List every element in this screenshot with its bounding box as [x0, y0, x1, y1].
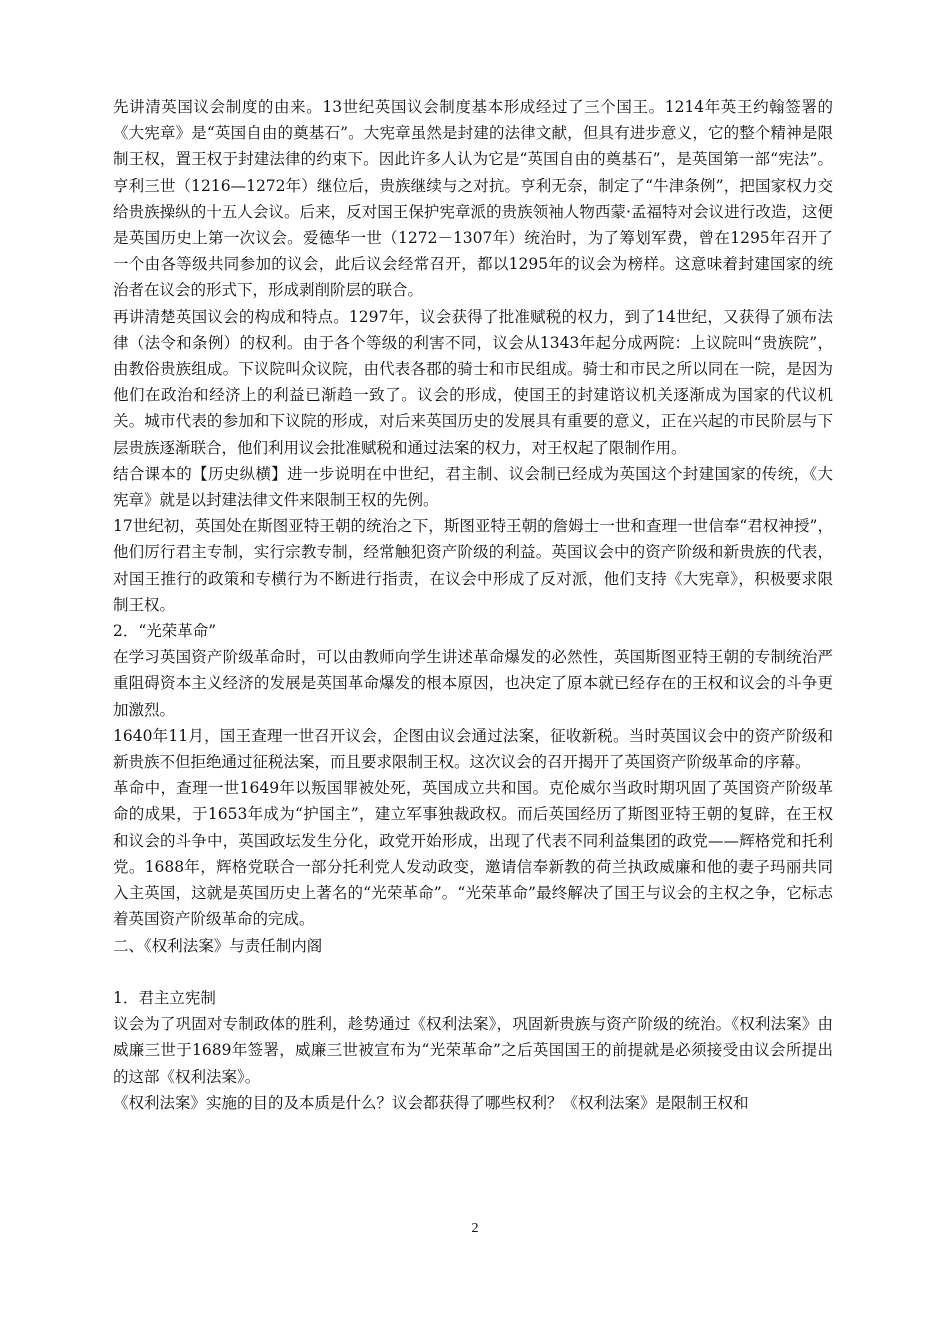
paragraph-bill-questions: 《权利法案》实施的目的及本质是什么？议会都获得了哪些权利？《权利法案》是限制王权和 [113, 1093, 749, 1112]
paragraph-parliament-structure: 再讲清楚英国议会的构成和特点。1297年，议会获得了批准赋税的权力，到了14世纪，又获得了颁布法律（法令和条例）的权利。由于各个等级的利害不同，议会从1343年起分成两院：上议院叫“贵族院”，由教俗贵族组成。下议院叫众议院，由代表各郡的骑士和市民组成。骑士和市民之所以同在一院，是因为他们在政治和经济上的利益已渐趋一致了。议会的形成，使国王的封建谘议机关逐渐成为国家的代议机关。城市代表的参加和下议院的形成，对后来英国历史的发展具有重要的意义，正在兴起的市民阶层与下层贵族逐渐联合，他们利用议会批准赋税和通过法案的权力，对王权起了限制作用。 [113, 307, 833, 457]
paragraph-history-panorama: 结合课本的【历史纵横】进一步说明在中世纪，君主制、议会制已经成为英国这个封建国家的传统，《大宪章》就是以封建法律文件来限制王权的先例。 [113, 464, 833, 510]
paragraph-stuart-dynasty: 17世纪初，英国处在斯图亚特王朝的统治之下，斯图亚特王朝的詹姆士一世和查理一世信奉“君权神授”，他们厉行君主专制，实行宗教专制，经常触犯资产阶级的利益。英国议会中的资产阶级和新贵族的代表，对国王推行的政策和专横行为不断进行指责，在议会中形成了反对派，他们支持《大宪章》，积极要求限制王权。 [113, 517, 833, 614]
paragraph-1640-parliament: 1640年11月，国王查理一世召开议会，企图由议会通过法案，征收新税。当时英国议会中的资产阶级和新贵族不但拒绝通过征税法案，而且要求限制王权。这次议会的召开揭开了英国资产阶级革命的序幕。 [113, 726, 833, 772]
blank-line [113, 959, 833, 985]
page-number: 2 [471, 1221, 479, 1236]
paragraph-bill-of-rights: 议会为了巩固对专制政体的胜利，趁势通过《权利法案》，巩固新贵族与资产阶级的统治。《权利法案》由威廉三世于1689年签署，威廉三世被宣布为“光荣革命”之后英国国王的前提就是必须接受由议会所提出的这部《权利法案》。 [113, 1015, 833, 1086]
section-heading-glorious-revolution: 2．“光荣革命” [113, 622, 217, 641]
section-heading-constitutional-monarchy: 1．君主立宪制 [113, 988, 216, 1007]
paragraph-parliament-origin: 先讲清英国议会制度的由来。13世纪英国议会制度基本形成经过了三个国王。1214年英王约翰签署的《大宪章》是“英国自由的奠基石”。大宪章虽然是封建的法律文献，但具有进步意义，它的整个精神是限制王权，置王权于封建法律的约束下。因此许多人认为它是“英国自由的奠基石”，是英国第一部“宪法”。亨利三世（1216—1272年）继位后，贵族继续与之对抗。亨利无奈，制定了“牛津条例”，把国家权力交给贵族操纵的十五人会议。后来，反对国王保护宪章派的贵族领袖人物西蒙·孟福特对会议进行改造，这便是英国历史上第一次议会。爱德华一世（1272－1307年）统治时，为了筹划军费，曾在1295年召开了一个由各等级共同参加的议会，此后议会经常召开，都以1295年的议会为榜样。这意味着封建国家的统治者在议会的形式下，形成剥削阶层的联合。 [113, 98, 833, 300]
section-heading-bill-of-rights: 二、《权利法案》与责任制内阁 [113, 936, 323, 955]
paragraph-revolution-causes: 在学习英国资产阶级革命时，可以由教师向学生讲述革命爆发的必然性，英国斯图亚特王朝的专制统治严重阻碍资本主义经济的发展是英国革命爆发的根本原因，也决定了原本就已经存在的王权和议会的斗争更加激烈。 [113, 648, 833, 719]
document-body [113, 94, 833, 1116]
paragraph-revolution-events: 革命中，查理一世1649年以叛国罪被处死，英国成立共和国。克伦威尔当政时期巩固了英国资产阶级革命的成果，于1653年成为“护国主”，建立军事独裁政权。而后英国经历了斯图亚特王朝的复辟，在王权和议会的斗争中，英国政坛发生分化，政党开始形成，出现了代表不同利益集团的政党——辉格党和托利党。1688年，辉格党联合一部分托利党人发动政变，邀请信奉新教的荷兰执政威廉和他的妻子玛丽共同入主英国，这就是英国历史上著名的“光荣革命”。“光荣革命”最终解决了国王与议会的主权之争，它标志着英国资产阶级革命的完成。 [113, 779, 833, 929]
